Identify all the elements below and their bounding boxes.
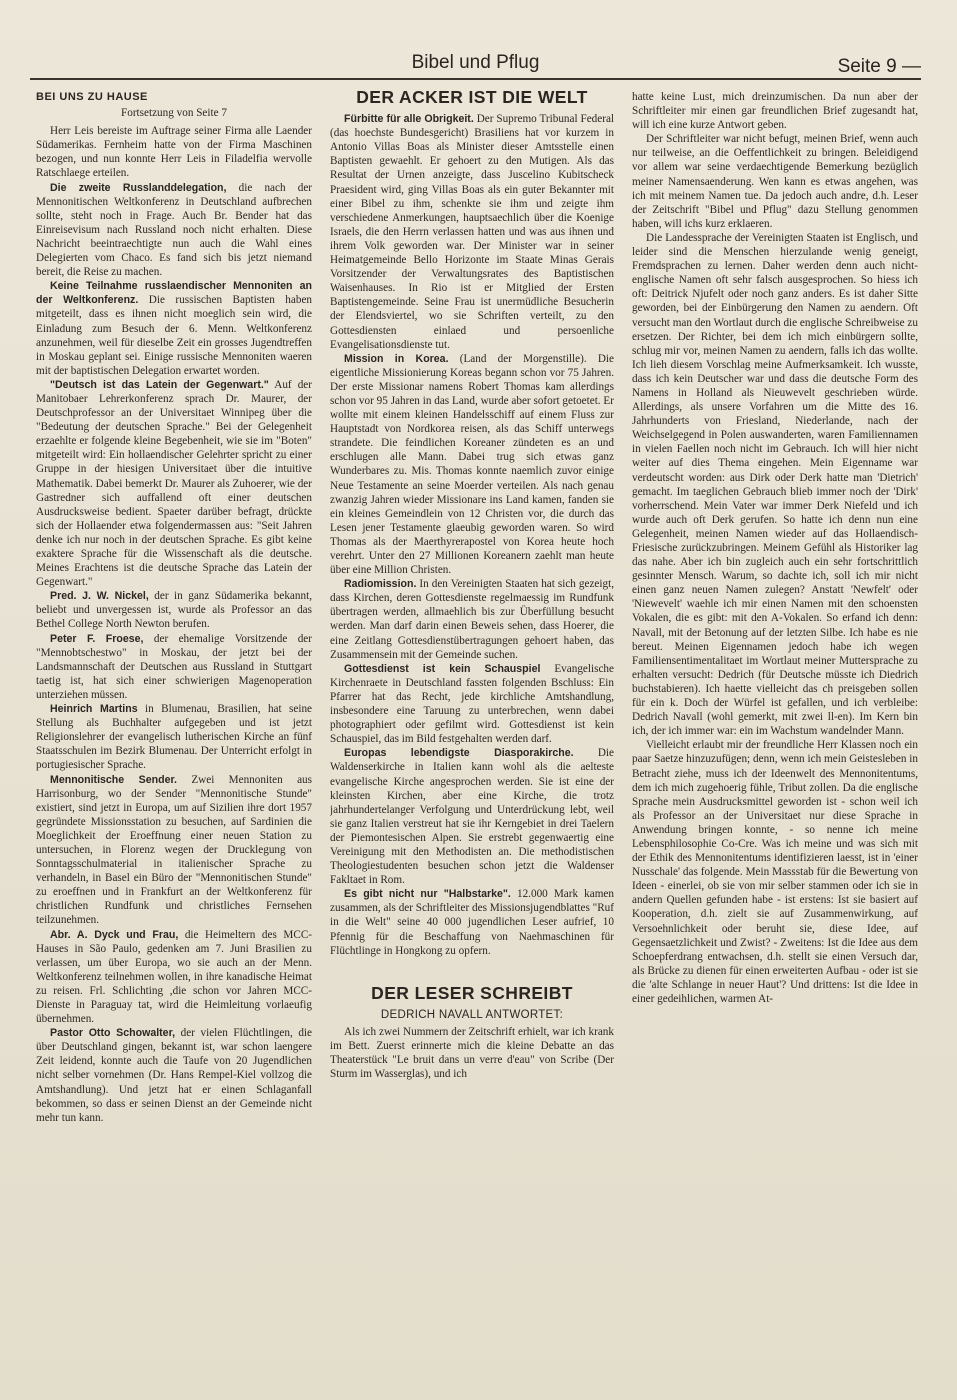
page-header — [30, 52, 921, 86]
paragraph-text: Als ich zwei Nummern der Zeitschrift erhielt, war ich krank im Bett. Zuerst erinnerte mich die kleine Debatte an das Theaterstück "Le bruit dans un verre d'eau" von Scribe (Der Sturm im Wasserglas), und ich — [330, 1025, 614, 1081]
article-paragraph — [632, 231, 918, 738]
letter-heading: DEDRICH NAVALL ANTWORTET: — [380, 1008, 564, 1021]
column-der-acker-ist-die-welt — [330, 90, 614, 1380]
paragraph-text: Die Waldenserkirche in Italien kann wohl als die aelteste evangelische Kirche angesprochen werden. Sie ist eine der kleinsten Kirchen, aber eine Kirche, die trotz jahrhundertelanger Verfolgung und Unterdrückung lebt, weil sie ganz Italien verstreut hat sie ihr Kerngebiet in drei Taelern der Piemontesischen Alpen. Sie erstrebt gegenwaertig eine Vereinigung mit den Methodisten an. Die methodistischen Theologiestudenten besuchen schon jetzt die Waldenser Fakltaet in Rom. — [330, 747, 614, 887]
article-paragraph — [330, 112, 614, 352]
paragraph-text: Zwei Mennoniten aus Harrisonburg, wo der Sender "Mennonitische Stunde" existiert, sind jetzt in Europa, um auf Sizilien ihre dort 1957 gegründete Missionsstation zu besuchen, auf Sardinien die Moeglichkeit der Eroeffnung einer neuen Station zu untersuchen, in Florenz wegen der Drucklegung von Sonntagsschulmaterial in italienischer Sprache zu verhandeln, in Basel ein Büro der "Mennonitischen Stunde" zu eroeffnen und in Frankfurt an der Weltkonferenz für christlichen Rundfunk und christliches Fernsehen teilzunehmen. — [36, 773, 312, 927]
article-paragraph — [330, 746, 614, 887]
article-paragraph — [36, 378, 312, 589]
paragraph-lead: Heinrich Martins — [50, 703, 138, 716]
paragraph-lead: Fürbitte für alle Obrigkeit. — [344, 113, 474, 126]
article-paragraph — [36, 702, 312, 772]
paragraph-text: Herr Leis bereiste im Auftrage seiner Firma alle Laender Südamerikas. Fernheim hatte von der Firma Maschinen bezogen, und nun konnte Herr Leis in Filadelfia wervolle Ratschlaege erteilen. — [36, 125, 312, 180]
section-title-leser-schreibt: DER LESER SCHREIBT — [371, 982, 573, 1003]
paragraph-lead: Mennonitische Sender. — [50, 773, 177, 786]
paragraph-text: Evangelische Kirchenraete in Deutschland fassten folgenden Bschluss: Ein Pfarrer hat das Recht, jede kirchliche Amtshandlung, insbesondere eine Taruung zu unterbrechen, wenn dabei photographiert oder gefilmt wird. Gottesdienst ist kein Schauspiel, das im Bild festgehalten werden darf. — [330, 662, 614, 746]
paragraph-lead: Die zweite Russlanddelegation, — [50, 181, 227, 194]
col2-letter-body — [330, 1025, 614, 1081]
paragraph-text: (Land der Morgenstille). Die eigentliche Missionierung Koreas begann schon vor 75 Jahren. Der erste Missionar namens Robert Thomas kam allerdings schon vor 95 Jahren in das Land, wurde aber sofort getoetet. Er wollte mit einem kleinen Handelsschiff auf einem Fluss zur Hauptstadt von Nordkorea reisen, als das Schiff unterwegs strandete. Die feindlichen Koreaner zündeten es an und erschlugen alle Mann. Dabei trug sich etwas ganz Wunderbares zu. Mis. Thomas konnte naemlich zuvor einige Neue Testamente an seine Moerder verteilen. Als nach genau zwanzig Jahren wieder Missionare ins Land kamen, fanden sie ein kleines Gemeindlein von 12 Christen vor, die durch das Lesen jener Testamente glaeubig geworden waren. So wird Thomas als der Maerthyrerapostel von Korea heute hoch verehrt. Unter den 27 Millionen Koreanern zaehlt man heute über eine Million Christen. — [330, 352, 614, 577]
paragraph-text: in Blumenau, Brasilien, hat seine Stellung als Buchhalter aufgegeben und ist jetzt Religionslehrer der evangelisch lutherischen Kirche an fünf Staatsschulen im Bezirk Blumenau. Der Unterricht erfolgt in portugiesischer Sprache. — [36, 703, 312, 772]
paragraph-text: hatte keine Lust, mich dreinzumischen. Da nun aber der Schriftleiter mir einen gar freundlichen Brief zugesandt hat, will ich eine kurze Antwort geben. — [632, 91, 918, 132]
paragraph-lead: Europas lebendigste Diasporakirche. — [344, 747, 574, 760]
paragraph-text: der vielen Flüchtlingen, die über Deutschland gingen, bekannt ist, war schon laengere Zeit leidend, konnte auch die Taufe von 20 Jugendlichen nicht selber vornehmen (Dr. Hans Rempel-Kiel vollzog die Amtshandlung). Und jetzt hat er einen Schlaganfall bekommen, so dass er seinen Dienst an der Gemeinde nicht mehr tun kann. — [36, 1027, 312, 1124]
col1-body — [36, 124, 312, 1125]
article-paragraph — [632, 132, 918, 231]
publication-title: Bibel und Pflug — [411, 52, 540, 73]
paragraph-lead: Radiomission. — [344, 578, 417, 591]
paragraph-text: der ehemalige Vorsitzende der "Mennobtschestwo" in Moskau, der jetzt bei der Landsmannschaft der Deutschen aus Russland in Stuttgart taetig ist, hat sich einer schwierigen Magenoperation unterziehen müssen. — [36, 632, 312, 701]
paragraph-text: Auf der Manitobaer Lehrerkonferenz sprach Dr. Maurer, der Deutschprofessor an der Universitaet Winnipeg über die "Bedeutung der deutschen Sprache." Bei der Gelegenheit erzaehlte er folgende kleine Begebenheit, wie sie im "Boten" mitgeteilt wird: Ein hollaendischer Gelehrter spricht zu einer Gruppe in der hiesigen Universitaet über die intuitive Mathematik. Dabei bemerkt Dr. Maurer als Zuhoerer, wie der Gastredner sich auffallend oft einer deutschen Ausdrucksweise bedient. Spaeter darüber befragt, drückte sich der Hollaender etwa folgendermassen aus: "Seit Jahren denke ich nur noch in der deutschen Sprache. Es gibt keine exaktere Sprache für die Wissenschaft als die deutsche. Meines Erachtens ist die deutsche Sprache das Latein der Gegenwart." — [36, 378, 312, 589]
paragraph-lead: Es gibt nicht nur "Halbstarke". — [344, 888, 511, 901]
article-paragraph — [36, 773, 312, 928]
col3-body — [632, 90, 918, 1006]
paragraph-lead: Pastor Otto Schowalter, — [50, 1027, 176, 1040]
paragraph-text: Die Landessprache der Vereinigten Staaten ist Englisch, und leider sind die Menschen hierzulande wenig geneigt, Fremdsprachen zu lernen. Daher werden denn auch nicht-englische Namen oft sehr falsch ausgesprochen. So hiess ich oft: Deitrick Njufelt oder noch ganz anders. Es ist daher Sitte geworden, bei der Einbürgerung den Namen zu aendern. Oft versucht man den Wortlaut durch die englische Schreibweise zu ersetzen. Der Richter, bei dem ich mich einbürgern sollte, schlug mir vor, meinen Namen zu aendern, falls ich das wollte. Ich lieh diesem Vorschlag meine Aufmerksamkeit. Ich wusste, dass ich kein Deutscher war und dass die deutsche Form des Namens in Holland als Nieuwevelt geschrieben würde. Allerdings, als unsere Vorfahren um die Mitte des 16. Jahrhunderts von Friesland, Niederlande, nach der Weichselgegend in Polen auswanderten, waren Familiennamen in vielen Faellen noch nicht im Gebrauch. Ich will hier nicht weiter auf dies Thema eingehen. Mein Eigenname war verdeutscht worden: aus Dirk oder Derk hatte man 'Dietrich' gemacht. Im taeglichen Gebrauch blieb immer noch der 'Dirk' vorherrschend. Mein Vater war immer Derk Niefeld und ich wurde auch oft Derk gerufen. So hatte ich denn nun eine Gelegenheit, meinen Namen wieder auf das Hollaendisch-Friesische zurückzubringen. Meinem Gefühl als Historiker lag das nahe. Aber ich bin zugleich auch ein sehr fortschrittlich gesinnter Mensch. Warum, so dachte ich, soll ich mir nicht einen ganz neuen Namen zulegen? Anstatt 'Newfelt' oder 'Niewevelt' waehle ich mir einen Namen mit den schoensten Vokalen, die es gibt: mit den A-Vokalen. So erfand ich denn: Navall, mit der Betonung auf der letzten Silbe. Ich habe es nie bereut. Meinen Eigennamen jedoch habe ich wegen Familiensentimentalitaet im Wortlaut meiner Muttersprache zu erhalten versucht: Dedrich (für Deutsche müsste ich Diedrich buchstabieren). Ich haette vielleicht das ch preisgeben sollen für ein k. Doch der Würfel ist gefallen, und ich verbleibe: Dedrich Navall (wohl gemerkt, mit zwei ll-en). Im Kern bin ich, der ich immer war: ein im Wachstum wandelnder Mann. — [632, 231, 918, 738]
article-paragraph — [36, 632, 312, 702]
paragraph-lead: Mission in Korea. — [344, 352, 449, 365]
paragraph-text: der in ganz Südamerika bekannt, beliebt und unvergessen ist, wurde als Professor an das Bethel College North Newton berufen. — [36, 590, 312, 631]
paragraph-text: Vielleicht erlaubt mir der freundliche Herr Klassen noch ein paar Saetze hinzuzufügen; denn, wenn ich mein Geistesleben in Betracht ziehe, muss ich der Ideenwelt des Mennonitentums, dem ich mich zugehoerig fühle, Tribut zollen. Da die englische Sprache mein Ausdrucksmittel geworden ist - schon weil ich als Professor an der Universitaet nur diese Sprache in Anwendung bringen konnte, - so nenne ich meine Lebensphilosophie Co-Cre. Was ich meine und was sich mit der Ethik des Mennonitentums identifizieren laesst, ist in 'einer Nusschale' das folgende. Mein Massstab für die Bewertung von Ideen - einerlei, ob sie von mir selber stammen oder ich sie in andern Quellen gefunden habe - ist erstens: Ist sie basiert auf Kooperation, d.h. zielt sie auf Zusammenwirkung, auf Versoehnlichkeit oder beruht sie, diese Idee, auf Gegensaetzlichkeit und Zwist? - Zweitens: Ist die Idee aus dem Schoepferdrang entwachsen, d.h. stellt sie einen Versuch dar, als Brücke zu dienen für einen erweiterten Aufbau - oder ist sie die 'alte Schlange in neuer Haut'? Und drittens: Ist die Idee in einer gedeihlichen, warmen At- — [632, 739, 918, 1005]
paragraph-text: die Heimeltern des MCC-Hauses in São Paulo, gedenken am 7. Juni Brasilien zu verlassen, um über Europa, wo sie auch an der Menn. Weltkonferenz teilnehmen wollen, in ihre kanadische Heimat zu reisen. Frl. Schlichting ,die schon vor Jahren MCC-Dienste in Paraguay tat, wird die Heimleitung vorlaeufig übernehmen. — [36, 928, 312, 1026]
paragraph-text: In den Vereinigten Staaten hat sich gezeigt, dass Kirchen, deren Gottesdienste regelmaessig im Rundfunk übertragen werden, allmaehlich bis zur Überfüllung besucht werden. Man darf darin einen Beweis sehen, dass Hoerer, die eine Zeitlang Gottesdienstübertragungen gehoert haben, das Zusammensein mit der Gemeinde suchen. — [330, 578, 614, 661]
article-paragraph — [632, 90, 918, 132]
paragraph-text: Der Schriftleiter war nicht befugt, meinen Brief, wenn auch nur teilweise, an die Oeffentlichkeit zu bringen. Beleidigend vor allem war seine verdaechtigende Bemerkung bezüglich meiner Namensaenderung. Wen kann es etwas angehen, was ich mit meinem Namen tue. Da jedoch auch andre, d.h. Leser der Zeitschrift "Bibel und Pflug" dazu Stellung genommen haben, will ichs kurz erklaeren. — [632, 133, 918, 230]
article-paragraph — [330, 1025, 614, 1081]
article-paragraph — [632, 738, 918, 1006]
col2-body — [330, 112, 614, 958]
paragraph-text: die nach der Mennonitischen Weltkonferenz in Deutschland aufbrechen sollte, steht noch in Frage. Auch Br. Bender hat das Einreisevisum nach Russland noch nicht erhalten. Diese Nachricht beeintraechtigte nun auch die Wahl eines Delegierten vom Chaco. Es fand sich bis jetzt niemand bereit, die Reise zu machen. — [36, 181, 312, 279]
paragraph-text: Die russischen Baptisten haben mitgeteilt, dass es ihnen nicht moeglich sein wird, die Einladung zum Besuch der 6. Menn. Weltkonferenz anzunehmen, weil für dieselbe Zeit ein grosses Jugendtreffen in Moskau geplant sei. Einige russische Mennoniten waeren mit der baptistischen Delegation erwartet worden. — [36, 294, 312, 377]
paragraph-text: 12.000 Mark kamen zusammen, als der Schriftleiter des Missionsjugendblattes "Ruf in die Welt" seine 40 000 jugendlichen Leser aufrief, 10 Pfennig für die Beschaffung von Naehmaschinen für Flüchtlinge in Hongkong zu opfern. — [330, 888, 614, 957]
article-paragraph — [330, 887, 614, 957]
article-paragraph — [330, 352, 614, 578]
article-paragraph — [36, 928, 312, 1027]
paragraph-lead: Gottesdienst ist kein Schauspiel — [344, 662, 541, 675]
article-paragraph — [330, 577, 614, 662]
continuation-note: Fortsetzung von Seite 7 — [121, 107, 227, 120]
article-paragraph — [36, 279, 312, 378]
paragraph-lead: Peter F. Froese, — [50, 632, 144, 645]
column-bei-uns-zu-hause — [36, 90, 312, 1380]
paragraph-lead: "Deutsch ist das Latein der Gegenwart." — [50, 378, 269, 391]
paragraph-lead: Abr. A. Dyck und Frau, — [50, 928, 179, 941]
header-rule — [30, 78, 921, 80]
section-title-acker: DER ACKER IST DIE WELT — [356, 90, 588, 107]
article-paragraph — [36, 124, 312, 180]
paragraph-lead: Keine Teilnahme russlaendischer Mennoniten an der Weltkonferenz. — [36, 280, 312, 307]
article-paragraph — [36, 589, 312, 631]
article-paragraph — [36, 181, 312, 280]
paragraph-lead: Pred. J. W. Nickel, — [50, 590, 149, 603]
article-paragraph — [36, 1026, 312, 1125]
paragraph-text: Der Supremo Tribunal Federal (das hoechste Bundesgericht) Brasiliens hat vor kurzem in Antonio Villas Boas als Minister dieser Amtsstelle einen Baptisten gewaehlt. Er gehoert zu den Mutigen. Als das Resultat der Urnen anzeigte, dass Juscelino Kubitscheck Praesident wird, ging Villas Boas als ein guter Bekannter mit einer Bibel zu ihm, schenkte sie ihm und zeigte ihm verschiedene Anmerkungen, hauptsaechlich über die Koenige Israels, die den Herrn verlassen hatten und was aus ihnen und ihrem Volk geworden war. Der Minister war in seiner Heimatgemeinde Bello Horizonte im Staate Minas Gerais Vorsitzender der Verwaltungsrates des Baptistischen Waisenhauses. In Rio ist er Mitglied der Ersten Baptistengemeinde. Seine Frau ist unermüdliche Besucherin der Elendsviertel, wo sie Schriften verteilt, zu den Gottesdiensten einlaed und persoenliche Evangelisationsdienste tut. — [330, 113, 614, 351]
article-paragraph — [330, 662, 614, 747]
column-letter-continued — [632, 90, 918, 1380]
section-spacer — [330, 958, 614, 986]
section-title-bei-uns: BEI UNS ZU HAUSE — [36, 91, 148, 103]
page-number: Seite 9 — — [837, 56, 921, 77]
